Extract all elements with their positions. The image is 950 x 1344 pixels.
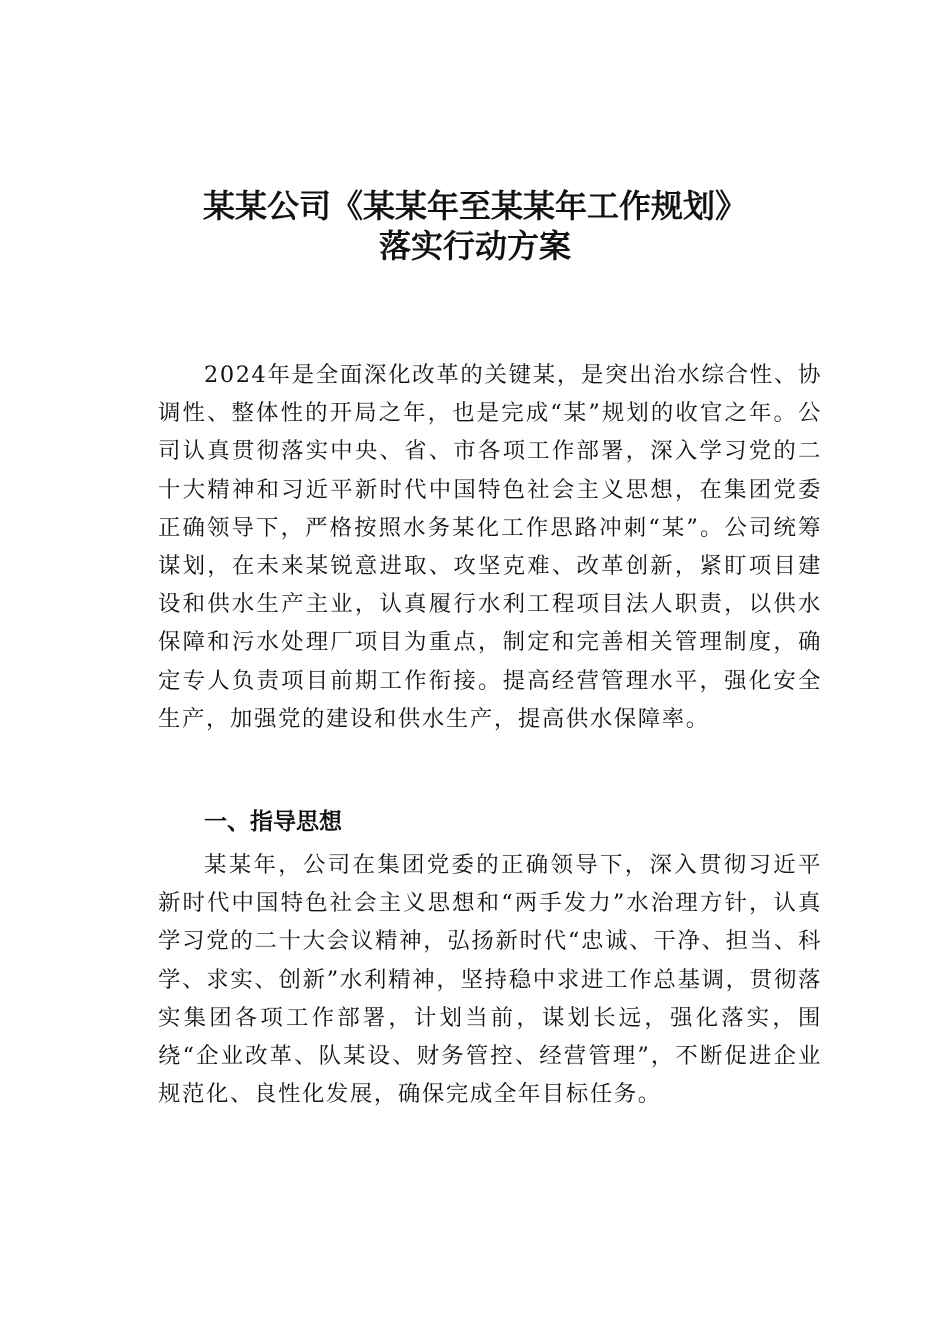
document-title-line1: 某某公司《某某年至某某年工作规划》 xyxy=(202,187,747,225)
document-title-line2: 落实行动方案 xyxy=(378,227,571,265)
intro-paragraph: 2024年是全面深化改革的关键某，是突出治水综合性、协调性、整体性的开局之年，也是完成“某”规划的收官之年。公司认真贯彻落实中央、省、市各项工作部署，深入学习党的二十大精神和习近平新时代中国特色社会主义思想，在集团党委正确领导下，严格按照水务某化工作思路冲刺“某”。公司统筹谋划，在未来某锐意进取、攻坚克难、改革创新，紧盯项目建设和供水生产主业，认真履行水利工程项目法人职责，以供水保障和污水处理厂项目为重点，制定和完善相关管理制度，确定专人负责项目前期工作衔接。提高经营管理水平，强化安全生产，加强党的建设和供水生产，提高供水保障率。 xyxy=(158,362,822,732)
section-heading-guiding-thought: 一、指导思想 xyxy=(204,809,342,835)
guiding-thought-paragraph: 某某年，公司在集团党委的正确领导下，深入贯彻习近平新时代中国特色社会主义思想和“两手发力”水治理方针，认真学习党的二十大会议精神，弘扬新时代“忠诚、干净、担当、科学、求实、创新”水利精神，坚持稳中求进工作总基调，贯彻落实集团各项工作部署，计划当前，谋划长远，强化落实，围绕“企业改革、队某设、财务管控、经营管理”，不断促进企业规范化、良性化发展，确保完成全年目标任务。 xyxy=(158,852,822,1108)
